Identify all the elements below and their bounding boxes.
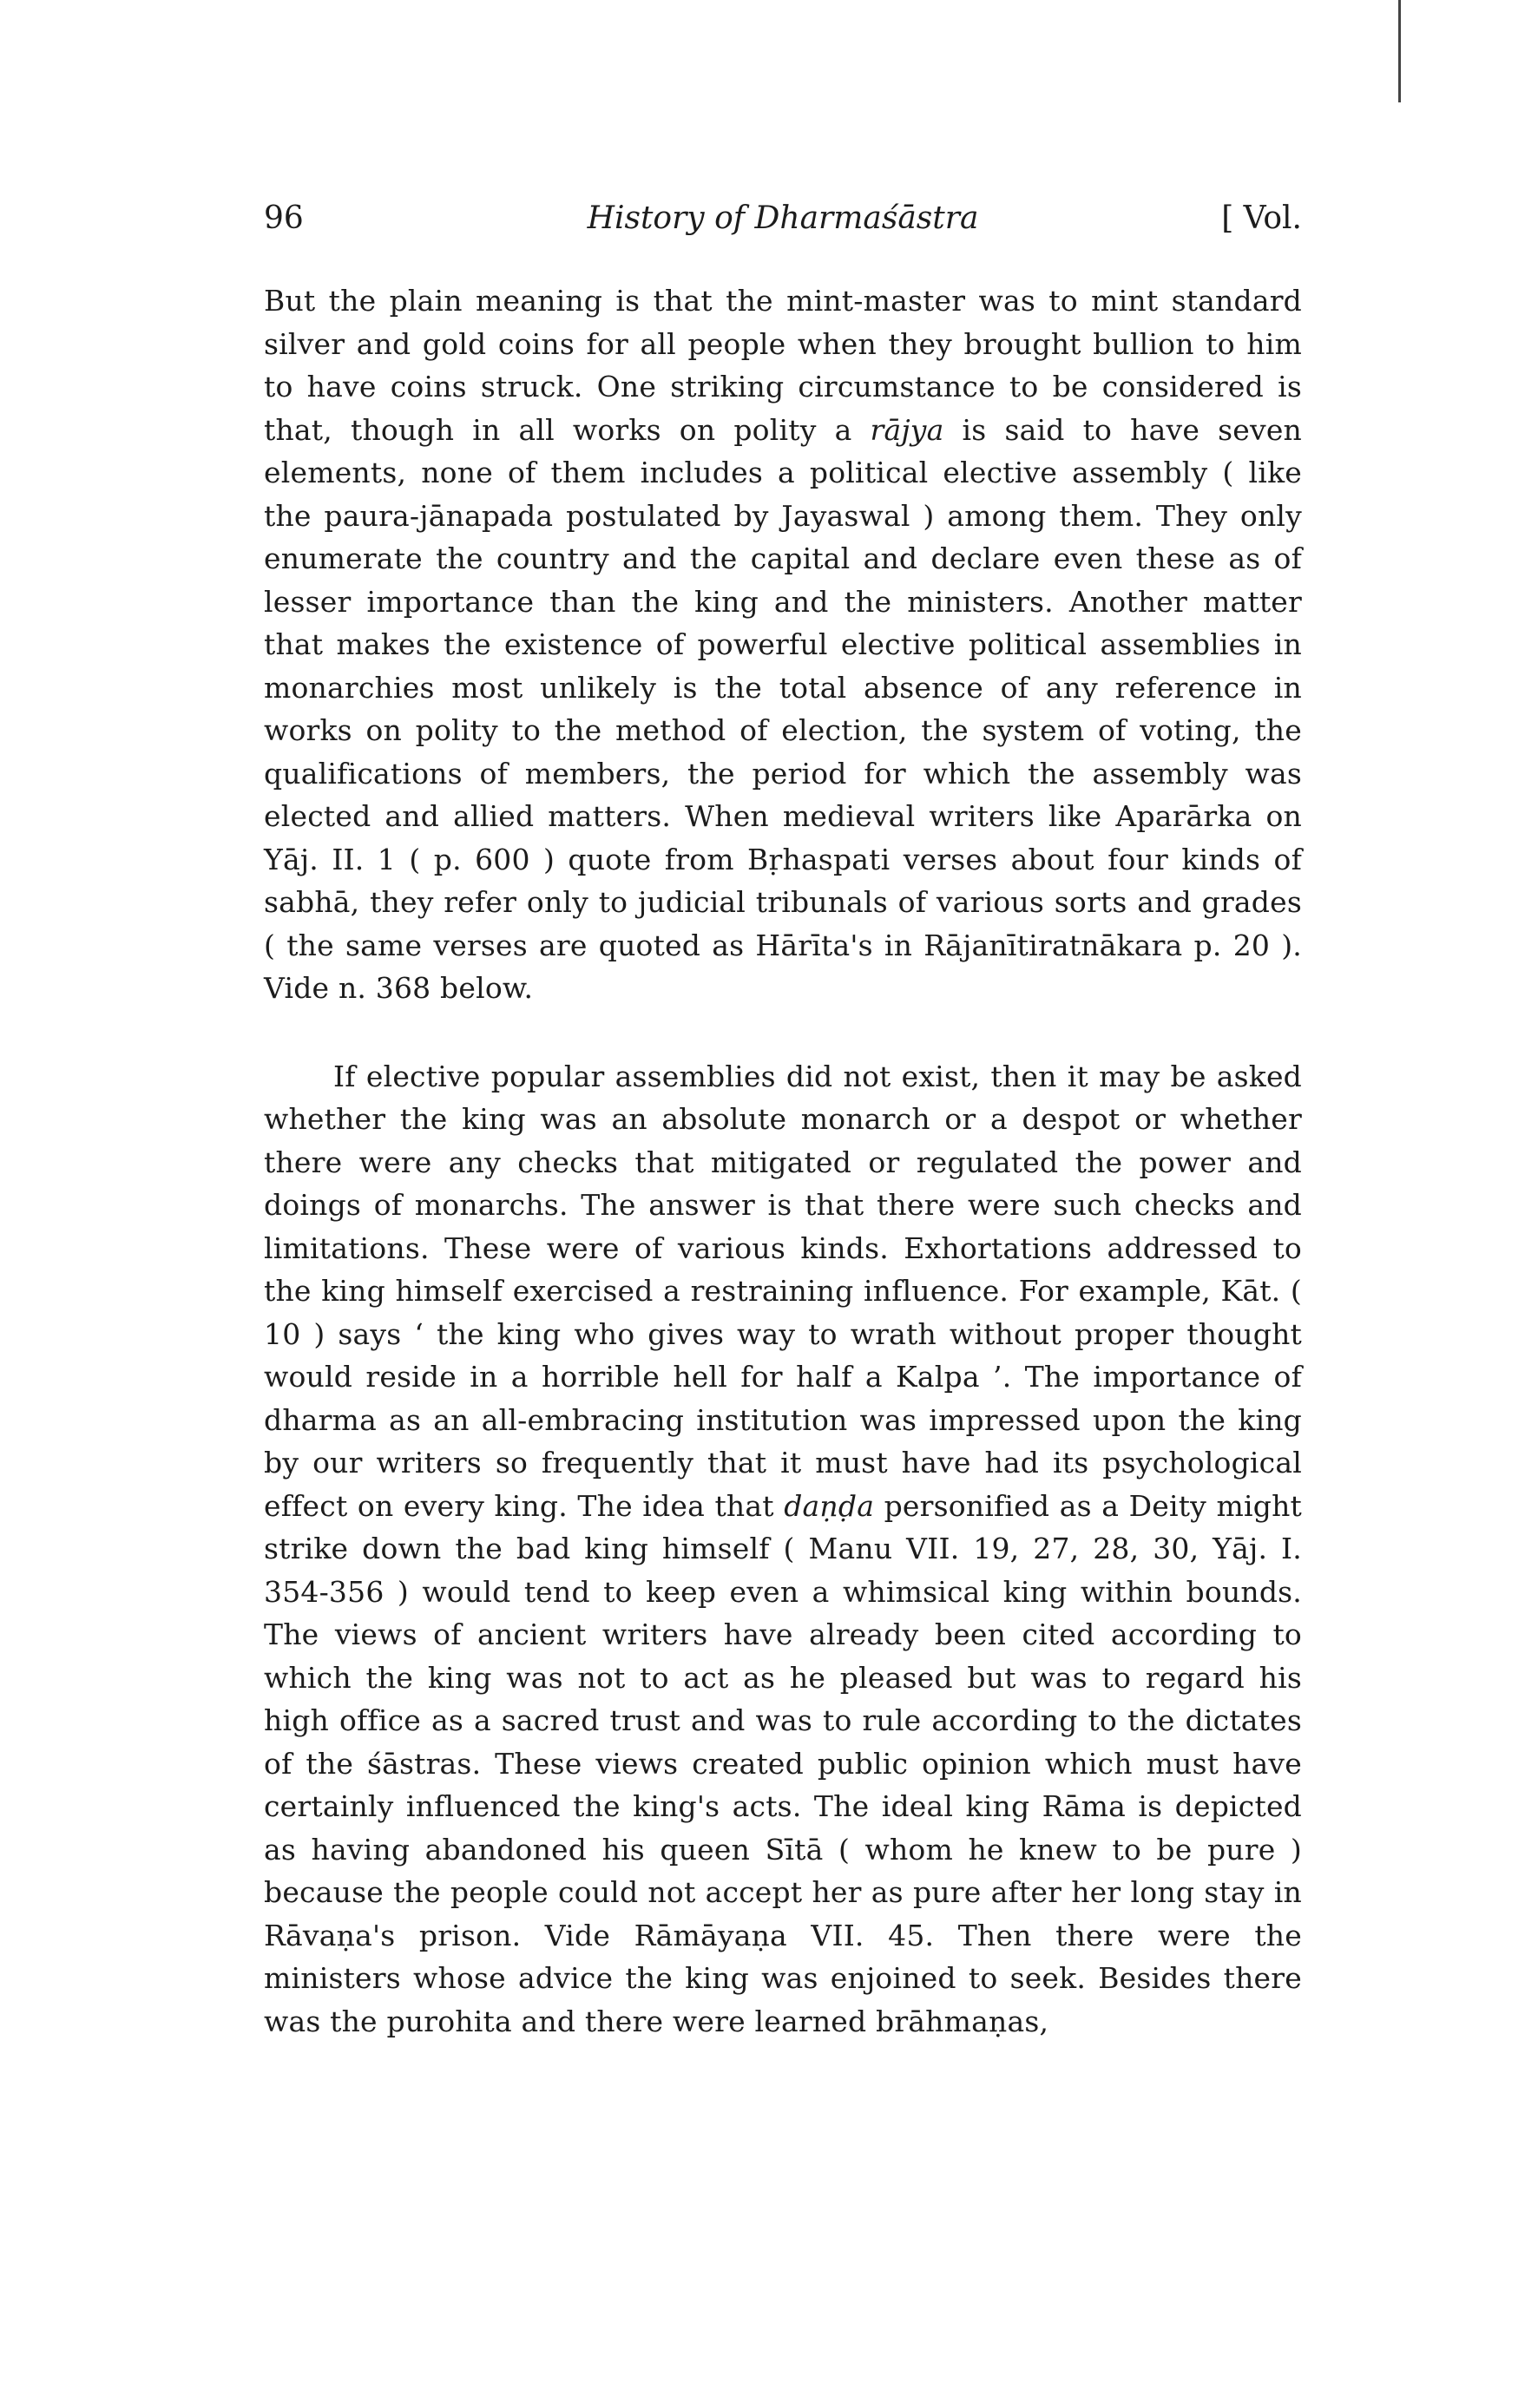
paragraph-1-text-b: is said to have seven elements, none of them includes a political elective assembly ( like the paura-jānapada postulated by Jayaswal ) among them. They only enumerate the country and the capital and declare even these as of lesser importance than the king and the ministers. Another matter that makes the existence of powerful elective political assemblies in monarchies most unlikely is the total absence of any reference in works on polity to the method of election, the system of voting, the qualifications of members, the period for which the assembly was elected and allied matters. When medieval writers like Aparārka on Yāj. II. 1 ( p. 600 ) quote from Bṛhaspati verses about four kinds of sabhā, they refer only to judicial tribunals of various sorts and grades ( the same verses are quoted as Hārīta's in Rājanītiratnākara p. 20 ). Vide n. 368 below.	[264, 412, 1303, 1005]
page-header	[264, 193, 1302, 245]
scan-edge-mark	[1398, 0, 1401, 102]
paragraph-2	[264, 1055, 1302, 2044]
paragraph-1-text-a: But the plain meaning is that the mint-master was to mint standard silver and gold coins for all people when they brought bullion to him to have coins struck. One striking circumstance to be considered is that, though in all works on polity a	[264, 284, 1302, 447]
running-title: History of Dharmaśāstra	[587, 200, 979, 236]
paragraph-1	[264, 279, 1302, 1010]
page-number: 96	[264, 200, 304, 236]
term-rajya: rājya	[870, 412, 944, 447]
body-text	[264, 279, 1302, 2043]
paragraph-2-text-b: personified as a Deity might strike down the bad king himself ( Manu VII. 19, 27, 28, 30, Yāj. I. 354-356 ) would tend to keep even a whimsical king within bounds. The views of ancient writers have already been cited according to which the king was not to act as he pleased but was to regard his high office as a sacred trust and was to rule according to the dictates of the śāstras. These views created public opinion which must have certainly influenced the king's acts. The ideal king Rāma is depicted as having abandoned his queen Sītā ( whom he knew to be pure ) because the people could not accept her as pure after her long stay in Rāvaṇa's prison. Vide Rāmāyaṇa VII. 45. Then there were the ministers whose advice the king was enjoined to seek. Besides there was the purohita and there were learned brāhmaṇas,	[264, 1488, 1302, 2038]
volume-label: [ Vol.	[1221, 200, 1302, 236]
paragraph-2-text-a: If elective popular assemblies did not exist, then it may be asked whether the king was an absolute monarch or a despot or whether there were any checks that mitigated or regulated the power and doings of monarchs. The answer is that there were such checks and limitations. These were of various kinds. Exhortations addressed to the king himself exercised a restraining influence. For example, Kāt. ( 10 ) says ‘ the king who gives way to wrath without proper thought would reside in a horrible hell for half a Kalpa ’. The importance of dharma as an all-embracing institution was impressed upon the king by our writers so frequently that it must have had its psychological effect on every king. The idea that	[264, 1059, 1302, 1523]
term-danda: daṇḍa	[784, 1488, 875, 1523]
